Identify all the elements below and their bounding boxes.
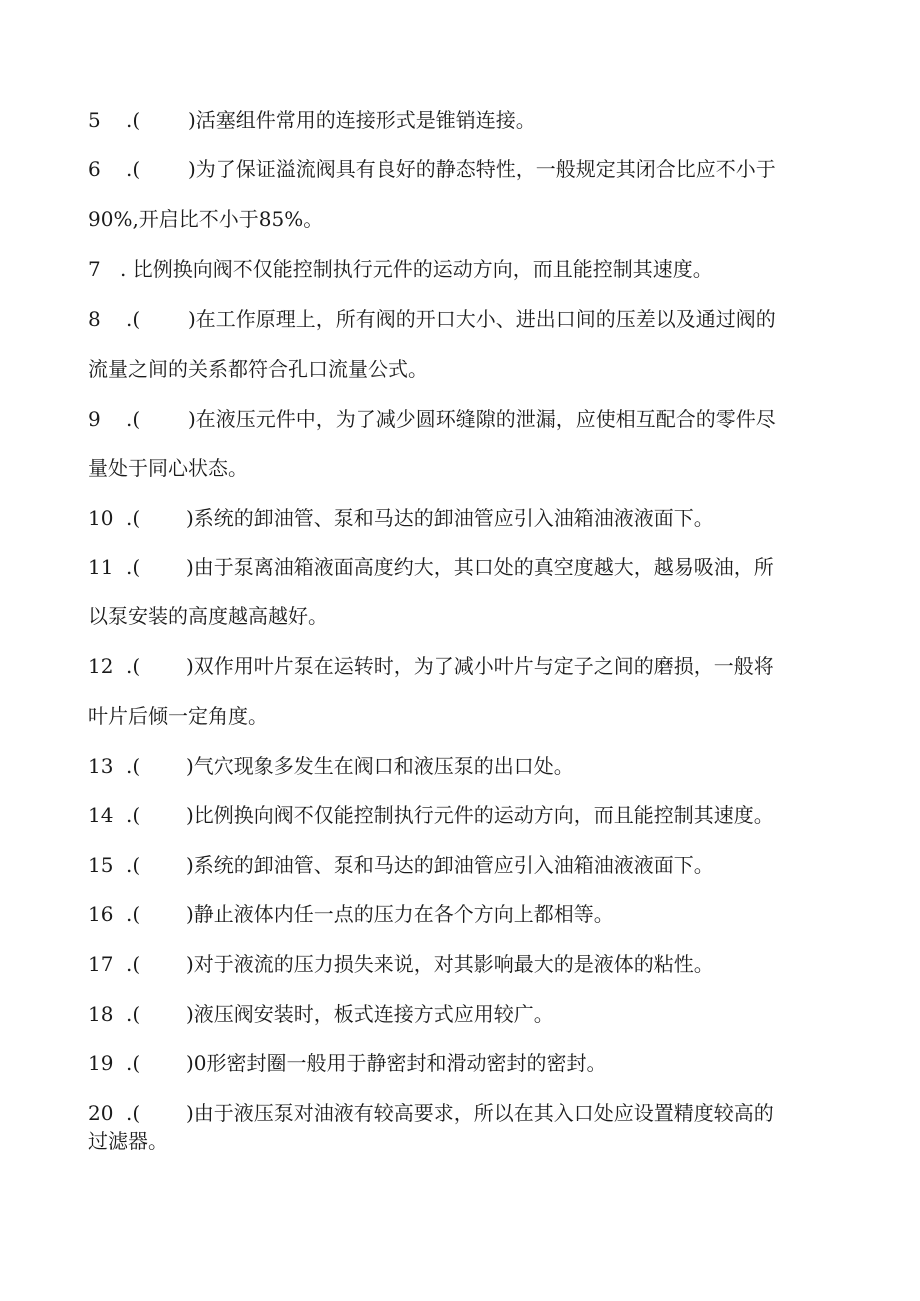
answer-blank: .( [126, 1101, 141, 1125]
question-number: 20 [88, 1101, 114, 1125]
question-number: 10 [88, 506, 114, 530]
answer-blank: .( [126, 307, 141, 331]
question-6-continuation [88, 205, 828, 233]
question-text: )系统的卸油管、泵和马达的卸油管应引入油箱油液液面下。 [186, 506, 714, 530]
question-text: . 比例换向阀不仅能控制执行元件的运动方向，而且能控制其速度。 [120, 257, 713, 281]
answer-blank: .( [126, 157, 141, 181]
question-text-continued: 以泵安装的高度越高越好。 [88, 604, 328, 628]
question-14 [88, 801, 828, 829]
question-18 [88, 1000, 828, 1028]
question-text-continued: 叶片后倾一定角度。 [88, 704, 268, 728]
question-20-continuation [88, 1127, 828, 1155]
question-8-continuation [88, 355, 828, 383]
question-number: 15 [88, 853, 114, 877]
question-text-continued: 过滤器。 [88, 1129, 168, 1153]
question-text: )0形密封圈一般用于静密封和滑动密封的密封。 [186, 1051, 607, 1075]
question-number: 8 [88, 307, 101, 331]
question-6 [88, 155, 828, 183]
question-number: 9 [88, 407, 101, 431]
answer-blank: .( [126, 902, 141, 926]
question-15 [88, 851, 828, 879]
question-10 [88, 504, 828, 532]
answer-blank: .( [126, 108, 141, 132]
question-text: )比例换向阀不仅能控制执行元件的运动方向，而且能控制其速度。 [186, 803, 774, 827]
question-number: 13 [88, 754, 114, 778]
question-number: 18 [88, 1002, 114, 1026]
question-text: )静止液体内任一点的压力在各个方向上都相等。 [186, 902, 614, 926]
question-text: )为了保证溢流阀具有良好的静态特性，一般规定其闭合比应不小于 [188, 157, 776, 181]
question-text: )在液压元件中，为了减少圆环缝隙的泄漏，应使相互配合的零件尽 [188, 407, 776, 431]
question-9-continuation [88, 454, 828, 482]
question-9 [88, 405, 828, 433]
question-16 [88, 900, 828, 928]
question-number: 14 [88, 803, 114, 827]
question-text: )液压阀安装时，板式连接方式应用较广。 [186, 1002, 554, 1026]
answer-blank: .( [126, 555, 141, 579]
answer-blank: .( [126, 1002, 141, 1026]
question-text: )由于液压泵对油液有较高要求，所以在其入口处应设置精度较高的 [186, 1101, 774, 1125]
question-number: 12 [88, 654, 114, 678]
question-7 [88, 255, 828, 283]
answer-blank: .( [126, 407, 141, 431]
question-19 [88, 1049, 828, 1077]
question-number: 19 [88, 1051, 114, 1075]
question-number: 6 [88, 157, 101, 181]
question-13 [88, 752, 828, 780]
answer-blank: .( [126, 506, 141, 530]
question-text: )活塞组件常用的连接形式是锥销连接。 [188, 108, 536, 132]
question-number: 17 [88, 952, 114, 976]
answer-blank: .( [126, 754, 141, 778]
question-text-continued: 90%,开启比不小于85%。 [88, 207, 324, 231]
question-text: )对于液流的压力损失来说，对其影响最大的是液体的粘性。 [186, 952, 714, 976]
question-text: )由于泵离油箱液面高度约大，其口处的真空度越大，越易吸油，所 [186, 555, 774, 579]
question-text: )气穴现象多发生在阀口和液压泵的出口处。 [186, 754, 574, 778]
question-text-continued: 流量之间的关系都符合孔口流量公式。 [88, 357, 428, 381]
question-number: 11 [88, 555, 114, 579]
question-12 [88, 652, 828, 680]
question-17 [88, 950, 828, 978]
question-text: )双作用叶片泵在运转时，为了减小叶片与定子之间的磨损，一般将 [186, 654, 774, 678]
question-text: )系统的卸油管、泵和马达的卸油管应引入油箱油液液面下。 [186, 853, 714, 877]
answer-blank: .( [126, 803, 141, 827]
question-12-continuation [88, 702, 828, 730]
question-text: )在工作原理上，所有阀的开口大小、进出口间的压差以及通过阀的 [188, 307, 776, 331]
question-number: 16 [88, 902, 114, 926]
question-20 [88, 1099, 828, 1127]
question-5 [88, 106, 828, 134]
answer-blank: .( [126, 952, 141, 976]
question-8 [88, 305, 828, 333]
question-11 [88, 553, 828, 581]
question-number: 7 [88, 257, 101, 281]
question-text-continued: 量处于同心状态。 [88, 456, 248, 480]
question-number: 5 [88, 108, 101, 132]
question-11-continuation [88, 602, 828, 630]
answer-blank: .( [126, 654, 141, 678]
answer-blank: .( [126, 853, 141, 877]
answer-blank: .( [126, 1051, 141, 1075]
